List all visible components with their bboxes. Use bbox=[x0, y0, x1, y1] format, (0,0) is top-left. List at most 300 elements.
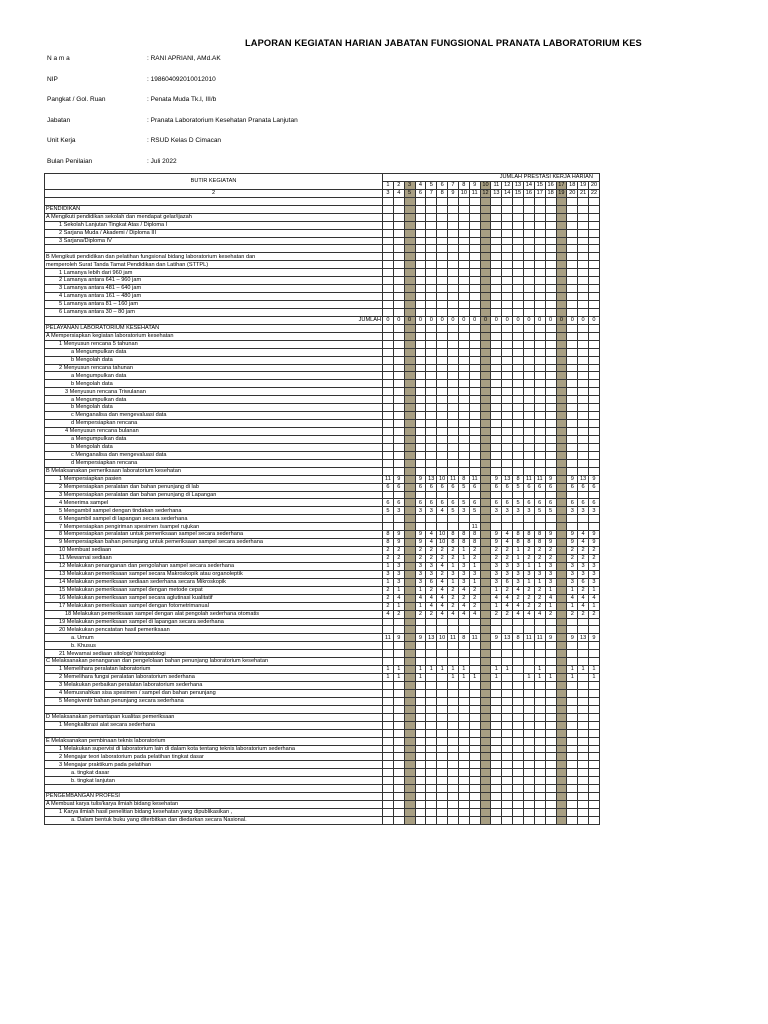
daily-count-cell: 5 bbox=[513, 483, 524, 491]
activity-label: 2 Menyusun rencana tahunan bbox=[45, 364, 383, 372]
daily-count-cell bbox=[523, 229, 534, 237]
daily-count-cell: 9 bbox=[567, 531, 578, 539]
daily-count-cell bbox=[404, 356, 415, 364]
daily-count-cell bbox=[404, 499, 415, 507]
daily-count-cell bbox=[556, 301, 567, 309]
daily-count-cell bbox=[393, 293, 404, 301]
daily-count-cell bbox=[589, 697, 600, 705]
daily-count-cell bbox=[502, 674, 513, 682]
daily-count-cell bbox=[480, 205, 491, 213]
daily-count-cell bbox=[404, 245, 415, 253]
daily-count-cell bbox=[448, 682, 459, 690]
daily-count-cell bbox=[480, 515, 491, 523]
daily-count-cell: 1 bbox=[589, 666, 600, 674]
daily-count-cell bbox=[545, 348, 556, 356]
daily-count-cell: 13 bbox=[578, 634, 589, 642]
daily-count-cell bbox=[458, 245, 469, 253]
daily-count-cell bbox=[556, 777, 567, 785]
daily-count-cell: 3 bbox=[458, 562, 469, 570]
daily-count-cell bbox=[437, 515, 448, 523]
daily-count-cell bbox=[458, 277, 469, 285]
daily-count-cell bbox=[534, 761, 545, 769]
daily-count-cell bbox=[404, 507, 415, 515]
daily-count-cell bbox=[589, 213, 600, 221]
daily-count-cell: 3 bbox=[513, 562, 524, 570]
daily-count-cell bbox=[448, 451, 459, 459]
daily-count-cell bbox=[545, 816, 556, 824]
daily-count-cell bbox=[589, 435, 600, 443]
daily-count-cell bbox=[458, 618, 469, 626]
daily-count-cell bbox=[458, 428, 469, 436]
daily-count-cell bbox=[404, 785, 415, 793]
daily-count-cell: 4 bbox=[437, 578, 448, 586]
daily-count-cell bbox=[534, 658, 545, 666]
daily-count-cell bbox=[437, 682, 448, 690]
daily-count-cell bbox=[404, 523, 415, 531]
daily-count-cell bbox=[426, 682, 437, 690]
daily-count-cell: 6 bbox=[448, 483, 459, 491]
daily-count-cell bbox=[523, 237, 534, 245]
daily-count-cell: 3 bbox=[502, 507, 513, 515]
activity-label: b Mengolah data bbox=[45, 380, 383, 388]
daily-count-cell bbox=[491, 293, 502, 301]
daily-count-cell bbox=[469, 332, 480, 340]
daily-count-cell bbox=[480, 753, 491, 761]
activity-label: 2 Mengajar teori laboratorium pada pelatihan tingkat dasar bbox=[45, 753, 383, 761]
day-number: 3 bbox=[404, 181, 415, 189]
daily-count-cell bbox=[480, 658, 491, 666]
table-row bbox=[45, 745, 600, 753]
daily-count-cell bbox=[502, 523, 513, 531]
daily-count-cell bbox=[556, 404, 567, 412]
daily-count-cell bbox=[480, 380, 491, 388]
table-row bbox=[45, 602, 600, 610]
daily-count-cell bbox=[383, 777, 394, 785]
column-number: 16 bbox=[523, 189, 534, 197]
daily-count-cell: 6 bbox=[545, 499, 556, 507]
daily-count-cell bbox=[404, 221, 415, 229]
daily-count-cell bbox=[567, 293, 578, 301]
daily-count-cell: 6 bbox=[578, 499, 589, 507]
daily-count-cell bbox=[523, 721, 534, 729]
daily-count-cell bbox=[426, 435, 437, 443]
day-number: 5 bbox=[426, 181, 437, 189]
daily-count-cell bbox=[513, 618, 524, 626]
daily-count-cell bbox=[556, 793, 567, 801]
daily-count-cell bbox=[458, 443, 469, 451]
daily-count-cell: 8 bbox=[523, 539, 534, 547]
daily-count-cell bbox=[589, 293, 600, 301]
daily-count-cell bbox=[502, 285, 513, 293]
daily-count-cell bbox=[502, 396, 513, 404]
daily-count-cell bbox=[567, 229, 578, 237]
daily-count-cell bbox=[567, 348, 578, 356]
daily-count-cell: 2 bbox=[448, 547, 459, 555]
daily-count-cell bbox=[491, 372, 502, 380]
daily-count-cell bbox=[578, 745, 589, 753]
daily-count-cell bbox=[383, 213, 394, 221]
daily-count-cell bbox=[556, 515, 567, 523]
daily-count-cell bbox=[480, 570, 491, 578]
daily-count-cell bbox=[523, 713, 534, 721]
daily-count-cell bbox=[469, 372, 480, 380]
daily-count-cell bbox=[404, 610, 415, 618]
daily-count-cell bbox=[491, 777, 502, 785]
activity-label: b. tingkat lanjutan bbox=[45, 777, 383, 785]
daily-count-cell bbox=[589, 745, 600, 753]
column-number: 12 bbox=[480, 189, 491, 197]
daily-count-cell bbox=[491, 269, 502, 277]
daily-count-cell bbox=[513, 626, 524, 634]
daily-count-cell bbox=[534, 404, 545, 412]
daily-count-cell bbox=[534, 523, 545, 531]
daily-count-cell: 1 bbox=[383, 562, 394, 570]
daily-count-cell bbox=[383, 801, 394, 809]
daily-count-cell bbox=[383, 642, 394, 650]
daily-count-cell bbox=[437, 285, 448, 293]
daily-count-cell bbox=[393, 364, 404, 372]
activity-label: a Mengumpulkan data bbox=[45, 372, 383, 380]
daily-count-cell: 1 bbox=[469, 674, 480, 682]
daily-count-cell bbox=[523, 769, 534, 777]
daily-count-cell bbox=[502, 435, 513, 443]
activity-label: 1 Memelihara peralatan laboratorium bbox=[45, 666, 383, 674]
table-row bbox=[45, 404, 600, 412]
daily-count-cell bbox=[393, 777, 404, 785]
daily-count-cell bbox=[383, 285, 394, 293]
daily-count-cell bbox=[534, 785, 545, 793]
daily-count-cell bbox=[458, 769, 469, 777]
daily-count-cell bbox=[545, 801, 556, 809]
daily-count-cell: 13 bbox=[578, 475, 589, 483]
daily-count-cell bbox=[404, 578, 415, 586]
daily-count-cell bbox=[491, 467, 502, 475]
daily-count-cell bbox=[383, 785, 394, 793]
daily-count-cell bbox=[415, 777, 426, 785]
daily-count-cell bbox=[556, 801, 567, 809]
daily-count-cell bbox=[534, 261, 545, 269]
daily-count-cell bbox=[404, 586, 415, 594]
daily-count-cell bbox=[545, 253, 556, 261]
daily-count-cell bbox=[415, 213, 426, 221]
daily-count-cell bbox=[480, 293, 491, 301]
daily-count-cell: 4 bbox=[513, 610, 524, 618]
daily-count-cell bbox=[415, 404, 426, 412]
daily-count-cell: 2 bbox=[534, 586, 545, 594]
daily-count-cell bbox=[437, 197, 448, 205]
daily-count-cell bbox=[567, 816, 578, 824]
daily-count-cell bbox=[426, 213, 437, 221]
daily-count-cell: 8 bbox=[448, 531, 459, 539]
daily-count-cell bbox=[502, 459, 513, 467]
daily-count-cell bbox=[534, 269, 545, 277]
daily-count-cell bbox=[556, 531, 567, 539]
daily-count-cell bbox=[534, 221, 545, 229]
daily-count-cell bbox=[567, 205, 578, 213]
activity-label: 5 Mengiventir bahan penunjang secara sederhana bbox=[45, 697, 383, 705]
daily-count-cell bbox=[545, 737, 556, 745]
daily-count-cell bbox=[480, 285, 491, 293]
daily-count-cell bbox=[404, 531, 415, 539]
table-row bbox=[45, 705, 600, 713]
daily-count-cell bbox=[393, 277, 404, 285]
table-row bbox=[45, 388, 600, 396]
daily-count-cell bbox=[393, 428, 404, 436]
daily-count-cell bbox=[513, 451, 524, 459]
daily-count-cell: 9 bbox=[393, 475, 404, 483]
daily-count-cell bbox=[567, 285, 578, 293]
daily-count-cell: 1 bbox=[448, 674, 459, 682]
daily-count-cell bbox=[567, 412, 578, 420]
daily-count-cell: 3 bbox=[393, 507, 404, 515]
daily-count-cell bbox=[480, 237, 491, 245]
daily-count-cell bbox=[556, 523, 567, 531]
daily-count-cell bbox=[404, 237, 415, 245]
daily-count-cell bbox=[480, 769, 491, 777]
daily-count-cell bbox=[491, 745, 502, 753]
daily-count-cell: 6 bbox=[534, 499, 545, 507]
daily-count-cell bbox=[589, 658, 600, 666]
daily-count-cell bbox=[534, 642, 545, 650]
column-number: 20 bbox=[567, 189, 578, 197]
daily-count-cell bbox=[545, 658, 556, 666]
daily-count-cell bbox=[502, 332, 513, 340]
daily-count-cell bbox=[448, 737, 459, 745]
daily-count-cell bbox=[502, 229, 513, 237]
daily-count-cell bbox=[534, 721, 545, 729]
daily-count-cell: 6 bbox=[545, 483, 556, 491]
daily-count-cell bbox=[383, 396, 394, 404]
daily-count-cell bbox=[556, 245, 567, 253]
daily-count-cell bbox=[426, 340, 437, 348]
daily-count-cell bbox=[502, 213, 513, 221]
daily-count-cell bbox=[556, 435, 567, 443]
daily-count-cell: 1 bbox=[458, 547, 469, 555]
daily-count-cell bbox=[448, 491, 459, 499]
table-row bbox=[45, 761, 600, 769]
daily-count-cell bbox=[383, 253, 394, 261]
daily-count-cell bbox=[556, 642, 567, 650]
daily-count-cell bbox=[480, 745, 491, 753]
daily-count-cell: 2 bbox=[437, 555, 448, 563]
daily-count-cell bbox=[458, 793, 469, 801]
daily-count-cell: 4 bbox=[437, 586, 448, 594]
daily-count-cell bbox=[393, 650, 404, 658]
daily-count-cell bbox=[534, 729, 545, 737]
daily-count-cell bbox=[545, 261, 556, 269]
daily-count-cell bbox=[578, 697, 589, 705]
daily-count-cell bbox=[567, 420, 578, 428]
daily-count-cell bbox=[589, 356, 600, 364]
column-number: 6 bbox=[415, 189, 426, 197]
daily-count-cell bbox=[404, 713, 415, 721]
table-row bbox=[45, 301, 600, 309]
daily-count-cell bbox=[545, 420, 556, 428]
daily-count-cell: 9 bbox=[567, 539, 578, 547]
daily-count-cell bbox=[469, 237, 480, 245]
daily-count-cell: 5 bbox=[383, 507, 394, 515]
daily-count-cell: 6 bbox=[383, 499, 394, 507]
daily-count-cell bbox=[545, 285, 556, 293]
daily-count-cell bbox=[415, 769, 426, 777]
daily-count-cell: 1 bbox=[491, 602, 502, 610]
daily-count-cell: 5 bbox=[448, 507, 459, 515]
daily-count-cell: 13 bbox=[426, 634, 437, 642]
daily-count-cell bbox=[383, 404, 394, 412]
daily-count-cell bbox=[502, 205, 513, 213]
table-row bbox=[45, 340, 600, 348]
daily-count-cell bbox=[589, 301, 600, 309]
table-row bbox=[45, 523, 600, 531]
daily-count-cell bbox=[545, 388, 556, 396]
daily-count-cell bbox=[589, 261, 600, 269]
daily-count-cell bbox=[458, 697, 469, 705]
daily-count-cell bbox=[556, 499, 567, 507]
daily-count-cell bbox=[383, 332, 394, 340]
column-number: 22 bbox=[589, 189, 600, 197]
daily-count-cell bbox=[502, 380, 513, 388]
daily-count-cell: 5 bbox=[458, 499, 469, 507]
daily-count-cell bbox=[556, 697, 567, 705]
daily-count-cell bbox=[589, 324, 600, 332]
daily-count-cell bbox=[523, 420, 534, 428]
daily-count-cell bbox=[480, 801, 491, 809]
daily-count-cell bbox=[415, 340, 426, 348]
daily-count-cell bbox=[458, 435, 469, 443]
daily-count-cell bbox=[502, 372, 513, 380]
daily-count-cell: 1 bbox=[426, 666, 437, 674]
daily-count-cell bbox=[437, 388, 448, 396]
daily-count-cell bbox=[545, 404, 556, 412]
daily-count-cell bbox=[426, 515, 437, 523]
daily-count-cell bbox=[383, 197, 394, 205]
daily-count-cell bbox=[534, 356, 545, 364]
daily-count-cell bbox=[448, 308, 459, 316]
daily-count-cell bbox=[426, 491, 437, 499]
column-number: 13 bbox=[491, 189, 502, 197]
daily-count-cell: 11 bbox=[448, 475, 459, 483]
daily-count-cell bbox=[545, 642, 556, 650]
daily-count-cell: 11 bbox=[534, 634, 545, 642]
daily-count-cell bbox=[458, 269, 469, 277]
daily-count-cell bbox=[437, 618, 448, 626]
daily-count-cell bbox=[556, 570, 567, 578]
daily-count-cell bbox=[437, 404, 448, 412]
daily-count-cell bbox=[523, 753, 534, 761]
daily-count-cell bbox=[458, 404, 469, 412]
daily-count-cell: 1 bbox=[534, 674, 545, 682]
activity-label bbox=[45, 197, 383, 205]
daily-count-cell bbox=[567, 515, 578, 523]
daily-count-cell bbox=[502, 261, 513, 269]
daily-count-cell bbox=[404, 682, 415, 690]
daily-count-cell bbox=[578, 689, 589, 697]
daily-count-cell bbox=[437, 769, 448, 777]
daily-count-cell: 1 bbox=[491, 586, 502, 594]
daily-count-cell bbox=[523, 324, 534, 332]
daily-count-cell bbox=[469, 705, 480, 713]
daily-count-cell bbox=[404, 428, 415, 436]
daily-count-cell bbox=[404, 412, 415, 420]
daily-count-cell bbox=[426, 245, 437, 253]
activity-label: 1 Mengkalibrasi alat secara sederhana bbox=[45, 721, 383, 729]
daily-count-cell bbox=[578, 769, 589, 777]
daily-count-cell bbox=[523, 816, 534, 824]
table-row bbox=[45, 491, 600, 499]
daily-count-cell bbox=[545, 809, 556, 817]
daily-count-cell bbox=[469, 308, 480, 316]
daily-count-cell: 2 bbox=[589, 547, 600, 555]
daily-count-cell bbox=[513, 467, 524, 475]
daily-count-cell bbox=[545, 697, 556, 705]
daily-count-cell bbox=[404, 539, 415, 547]
daily-count-cell bbox=[469, 451, 480, 459]
daily-count-cell bbox=[513, 356, 524, 364]
daily-count-cell bbox=[393, 451, 404, 459]
table-row bbox=[45, 777, 600, 785]
daily-count-cell bbox=[491, 404, 502, 412]
daily-count-cell bbox=[426, 785, 437, 793]
daily-count-cell bbox=[480, 491, 491, 499]
daily-count-cell bbox=[513, 816, 524, 824]
daily-count-cell bbox=[545, 689, 556, 697]
daily-count-cell bbox=[491, 396, 502, 404]
daily-count-cell bbox=[534, 285, 545, 293]
daily-count-cell bbox=[426, 237, 437, 245]
daily-count-cell bbox=[578, 626, 589, 634]
daily-count-cell: 2 bbox=[393, 547, 404, 555]
daily-count-cell bbox=[426, 396, 437, 404]
daily-count-cell bbox=[448, 515, 459, 523]
daily-count-cell bbox=[448, 626, 459, 634]
daily-count-cell: 2 bbox=[523, 602, 534, 610]
daily-count-cell bbox=[448, 301, 459, 309]
daily-count-cell: 11 bbox=[448, 634, 459, 642]
daily-count-cell bbox=[383, 467, 394, 475]
daily-count-cell bbox=[426, 364, 437, 372]
daily-count-cell bbox=[502, 658, 513, 666]
daily-count-cell bbox=[480, 539, 491, 547]
daily-count-cell bbox=[415, 523, 426, 531]
daily-count-cell bbox=[458, 809, 469, 817]
table-row bbox=[45, 475, 600, 483]
daily-count-cell bbox=[491, 658, 502, 666]
activity-label: 4 Menyusun rencana bulanan bbox=[45, 428, 383, 436]
daily-count-cell bbox=[589, 380, 600, 388]
daily-count-cell bbox=[426, 372, 437, 380]
daily-count-cell: 4 bbox=[502, 531, 513, 539]
daily-count-cell: 2 bbox=[513, 594, 524, 602]
daily-count-cell bbox=[502, 785, 513, 793]
daily-count-cell bbox=[534, 737, 545, 745]
daily-count-cell bbox=[437, 523, 448, 531]
daily-count-cell: 9 bbox=[491, 475, 502, 483]
daily-count-cell bbox=[415, 801, 426, 809]
column-number: 14 bbox=[502, 189, 513, 197]
daily-count-cell: 3 bbox=[589, 570, 600, 578]
daily-count-cell: 1 bbox=[437, 666, 448, 674]
daily-count-cell bbox=[589, 269, 600, 277]
daily-count-cell bbox=[426, 467, 437, 475]
daily-count-cell: 4 bbox=[426, 594, 437, 602]
daily-count-cell: 13 bbox=[426, 475, 437, 483]
daily-count-cell bbox=[415, 793, 426, 801]
daily-count-cell bbox=[437, 491, 448, 499]
daily-count-cell bbox=[556, 443, 567, 451]
table-row bbox=[45, 555, 600, 563]
table-row bbox=[45, 364, 600, 372]
daily-count-cell bbox=[415, 459, 426, 467]
